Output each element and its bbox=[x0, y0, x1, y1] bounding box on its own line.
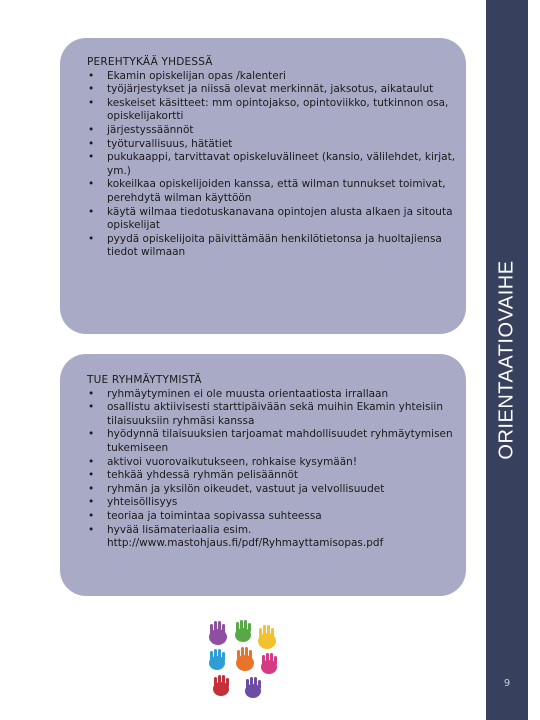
list-item: • keskeiset käsitteet: mm opintojakso, opintoviikko, tutkinnon osa, opiskelijakortti bbox=[87, 97, 456, 124]
sidebar-title: ORIENTAATIOVAIHE bbox=[495, 260, 518, 460]
list-item: • järjestyssäännöt bbox=[87, 124, 456, 138]
hand-middle-right bbox=[261, 653, 277, 674]
orientation-box-ryhmaytyminen bbox=[60, 354, 466, 596]
list-item: • teoriaa ja toimintaa sopivassa suhteessa bbox=[87, 510, 456, 524]
list-item: • ryhmäytyminen ei ole muusta orientaatiosta irrallaan bbox=[87, 388, 456, 402]
list-item: • kokeilkaa opiskelijoiden kanssa, että wilman tunnukset toimivat, perehdytä wilman käyttöön bbox=[87, 178, 456, 205]
hand-top-middle bbox=[235, 620, 251, 642]
list-item: • työjärjestykset ja niissä olevat merkinnät, jaksotus, aikataulut bbox=[87, 83, 456, 97]
hand-middle-left bbox=[209, 649, 225, 670]
list-item: • käytä wilmaa tiedotuskanavana opintojen alusta alkaen ja sitouta opiskelijat bbox=[87, 206, 456, 233]
list-item: • pukukaappi, tarvittavat opiskeluvälineet (kansio, välilehdet, kirjat, ym.) bbox=[87, 151, 456, 178]
hand-top-left bbox=[209, 621, 227, 645]
list-item: • tehkää yhdessä ryhmän pelisäännöt bbox=[87, 469, 456, 483]
section-title: PEREHTYKÄÄ YHDESSÄ bbox=[87, 56, 213, 68]
list-item: • työturvallisuus, hätätiet bbox=[87, 138, 456, 152]
page-number: 9 bbox=[503, 678, 511, 689]
list-item: • Ekamin opiskelijan opas /kalenteri bbox=[87, 70, 456, 84]
list-item: • ryhmän ja yksilön oikeudet, vastuut ja velvollisuudet bbox=[87, 483, 456, 497]
list-item: • osallistu aktiivisesti starttipäivään sekä muihin Ekamin yhteisiin tilaisuuksiin ryhmäsi kanssa bbox=[87, 401, 456, 428]
hand-bottom-right bbox=[245, 677, 261, 698]
list-item: • aktivoi vuorovaikutukseen, rohkaise kysymään! bbox=[87, 456, 456, 470]
list-item: • hyvää lisämateriaalia esim. http://www.mastohjaus.fi/pdf/Ryhmayttamisopas.pdf bbox=[87, 524, 456, 551]
hand-top-right bbox=[258, 625, 276, 649]
list-item: • hyödynnä tilaisuuksien tarjoamat mahdollisuudet ryhmäytymisen tukemiseen bbox=[87, 428, 456, 455]
list-item: • pyydä opiskelijoita päivittämään henkilötietonsa ja huoltajiensa tiedot wilmaan bbox=[87, 233, 456, 260]
orientation-box-perehtykaa bbox=[60, 38, 466, 334]
bullet-list bbox=[87, 388, 456, 551]
colorful-hands-icon bbox=[205, 619, 281, 701]
hand-center bbox=[236, 647, 254, 671]
list-item: • yhteisöllisyys bbox=[87, 496, 456, 510]
bullet-list bbox=[87, 70, 456, 260]
hand-bottom-left bbox=[213, 675, 229, 696]
section-title: TUE RYHMÄYTYMISTÄ bbox=[87, 374, 202, 386]
